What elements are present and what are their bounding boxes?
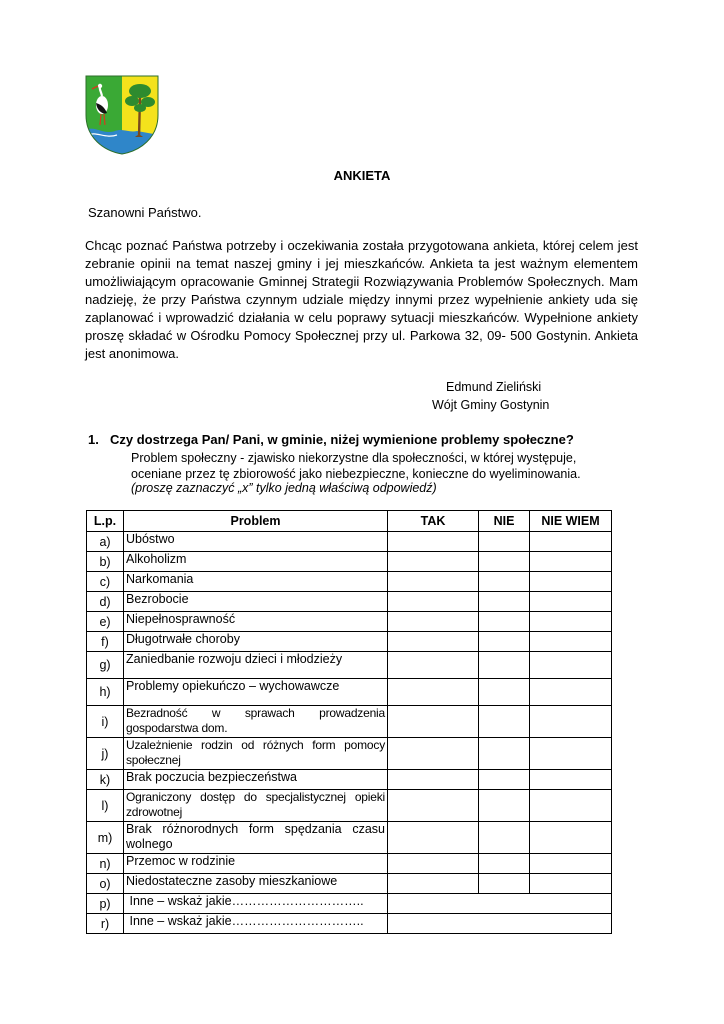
row-problem: Narkomania: [124, 572, 388, 592]
answer-nie-cell[interactable]: [479, 552, 530, 572]
row-problem: Inne – wskaż jakie…………………………..: [124, 894, 388, 914]
answer-nie-cell[interactable]: [479, 592, 530, 612]
answer-nie-wiem-cell[interactable]: [530, 822, 612, 854]
answer-tak-cell[interactable]: [388, 652, 479, 679]
answer-tak-cell[interactable]: [388, 612, 479, 632]
row-lp: f): [87, 632, 124, 652]
answer-nie-wiem-cell[interactable]: [530, 790, 612, 822]
answer-nie-wiem-cell[interactable]: [530, 592, 612, 612]
answer-tak-cell[interactable]: [388, 770, 479, 790]
table-row: [87, 572, 612, 592]
header-nie-wiem: NIE WIEM: [530, 511, 612, 532]
answer-tak-cell[interactable]: [388, 552, 479, 572]
answer-nie-wiem-cell[interactable]: [530, 572, 612, 592]
table-header-row: [87, 511, 612, 532]
answer-tak-cell[interactable]: [388, 532, 479, 552]
question-text: Czy dostrzega Pan/ Pani, w gminie, niżej wymienione problemy społeczne?: [110, 432, 574, 447]
header-tak: TAK: [388, 511, 479, 532]
row-lp: r): [87, 914, 124, 934]
coat-of-arms-logo: [85, 75, 159, 155]
greeting: Szanowni Państwo.: [88, 205, 202, 220]
row-problem: Ograniczony dostęp do specjalistycznej opieki zdrowotnej: [124, 790, 388, 822]
answer-nie-wiem-cell[interactable]: [530, 679, 612, 706]
row-problem: Długotrwałe choroby: [124, 632, 388, 652]
row-problem: Przemoc w rodzinie: [124, 854, 388, 874]
header-nie: NIE: [479, 511, 530, 532]
row-lp: b): [87, 552, 124, 572]
row-lp: l): [87, 790, 124, 822]
question-description: Problem społeczny - zjawisko niekorzystne dla społeczności, w której występuje, oceniane przez tę zbiorowość jako niebezpieczne, konieczne do wyeliminowania.: [131, 451, 581, 481]
row-lp: m): [87, 822, 124, 854]
answer-nie-wiem-cell[interactable]: [530, 874, 612, 894]
header-problem: Problem: [124, 511, 388, 532]
row-lp: h): [87, 679, 124, 706]
row-problem: Uzależnienie rodzin od różnych form pomocy społecznej: [124, 738, 388, 770]
table-row: [87, 612, 612, 632]
row-lp: n): [87, 854, 124, 874]
document-title: ANKIETA: [333, 168, 391, 183]
answer-nie-cell[interactable]: [479, 612, 530, 632]
answer-nie-cell[interactable]: [479, 652, 530, 679]
row-problem: Bezrobocie: [124, 592, 388, 612]
answer-tak-cell[interactable]: [388, 738, 479, 770]
row-lp: d): [87, 592, 124, 612]
signature-role: Wójt Gminy Gostynin: [432, 398, 550, 412]
row-lp: e): [87, 612, 124, 632]
table-row: [87, 532, 612, 552]
table-row: [87, 652, 612, 679]
row-problem: Brak różnorodnych form spędzania czasu wolnego: [124, 822, 388, 854]
answer-nie-cell[interactable]: [479, 790, 530, 822]
table-row: [87, 679, 612, 706]
row-problem: Bezradność w sprawach prowadzenia gospodarstwa dom.: [124, 706, 388, 738]
answer-nie-wiem-cell[interactable]: [530, 738, 612, 770]
answer-nie-wiem-cell[interactable]: [530, 770, 612, 790]
row-lp: k): [87, 770, 124, 790]
other-answer-cell[interactable]: [388, 894, 612, 914]
table-row: [87, 770, 612, 790]
answer-nie-cell[interactable]: [479, 706, 530, 738]
table-row: [87, 552, 612, 572]
row-lp: c): [87, 572, 124, 592]
table-row: [87, 706, 612, 738]
answer-nie-cell[interactable]: [479, 632, 530, 652]
answer-nie-cell[interactable]: [479, 572, 530, 592]
answer-nie-cell[interactable]: [479, 679, 530, 706]
answer-nie-cell[interactable]: [479, 874, 530, 894]
table-row: [87, 914, 612, 934]
table-row: [87, 874, 612, 894]
answer-tak-cell[interactable]: [388, 632, 479, 652]
answer-tak-cell[interactable]: [388, 592, 479, 612]
row-problem: Problemy opiekuńczo – wychowawcze: [124, 679, 388, 706]
row-lp: o): [87, 874, 124, 894]
answer-nie-wiem-cell[interactable]: [530, 552, 612, 572]
row-lp: g): [87, 652, 124, 679]
table-row: [87, 738, 612, 770]
answer-tak-cell[interactable]: [388, 790, 479, 822]
answer-nie-cell[interactable]: [479, 738, 530, 770]
answer-tak-cell[interactable]: [388, 854, 479, 874]
row-lp: j): [87, 738, 124, 770]
row-problem: Alkoholizm: [124, 552, 388, 572]
answer-nie-cell[interactable]: [479, 532, 530, 552]
question-note: (proszę zaznaczyć „x” tylko jedną właściwą odpowiedź): [131, 481, 437, 495]
row-problem: Niepełnosprawność: [124, 612, 388, 632]
header-lp: L.p.: [87, 511, 124, 532]
row-lp: a): [87, 532, 124, 552]
table-row: [87, 632, 612, 652]
table-row: [87, 854, 612, 874]
table-row: [87, 592, 612, 612]
row-problem: Brak poczucia bezpieczeństwa: [124, 770, 388, 790]
signature-name: Edmund Zieliński: [446, 380, 542, 394]
answer-nie-cell[interactable]: [479, 822, 530, 854]
answer-nie-wiem-cell[interactable]: [530, 706, 612, 738]
answer-tak-cell[interactable]: [388, 572, 479, 592]
answer-nie-wiem-cell[interactable]: [530, 632, 612, 652]
row-lp: p): [87, 894, 124, 914]
problems-table: [86, 510, 612, 934]
other-answer-cell[interactable]: [388, 914, 612, 934]
intro-paragraph: Chcąc poznać Państwa potrzeby i oczekiwania została przygotowana ankieta, której celem jest zebranie opinii na temat naszej gminy i jej mieszkańców. Ankieta ta jest ważnym elementem umożliwiającym opracowanie Gminnej Strategii Rozwiązywania Problemów Społecznych. Mam nadzieję, że przy Państwa czynnym udziale między innymi przez wypełnienie ankiety uda się zaplanować i wprowadzić działania w celu poprawy sytuacji mieszkańców. Wypełnione ankiety proszę składać w Ośrodku Pomocy Społecznej przy ul. Parkowa 32, 09- 500 Gostynin. Ankieta jest anonimowa.: [85, 238, 638, 361]
answer-tak-cell[interactable]: [388, 679, 479, 706]
row-problem: Niedostateczne zasoby mieszkaniowe: [124, 874, 388, 894]
row-problem: Zaniedbanie rozwoju dzieci i młodzieży: [124, 652, 388, 679]
answer-nie-wiem-cell[interactable]: [530, 652, 612, 679]
answer-nie-wiem-cell[interactable]: [530, 854, 612, 874]
answer-nie-wiem-cell[interactable]: [530, 532, 612, 552]
row-problem: Inne – wskaż jakie…………………………..: [124, 914, 388, 934]
row-lp: i): [87, 706, 124, 738]
answer-tak-cell[interactable]: [388, 874, 479, 894]
row-problem: Ubóstwo: [124, 532, 388, 552]
table-row: [87, 790, 612, 822]
answer-nie-cell[interactable]: [479, 854, 530, 874]
question-number: 1.: [88, 432, 99, 447]
table-row: [87, 822, 612, 854]
answer-tak-cell[interactable]: [388, 706, 479, 738]
answer-nie-wiem-cell[interactable]: [530, 612, 612, 632]
answer-tak-cell[interactable]: [388, 822, 479, 854]
table-row: [87, 894, 612, 914]
answer-nie-cell[interactable]: [479, 770, 530, 790]
